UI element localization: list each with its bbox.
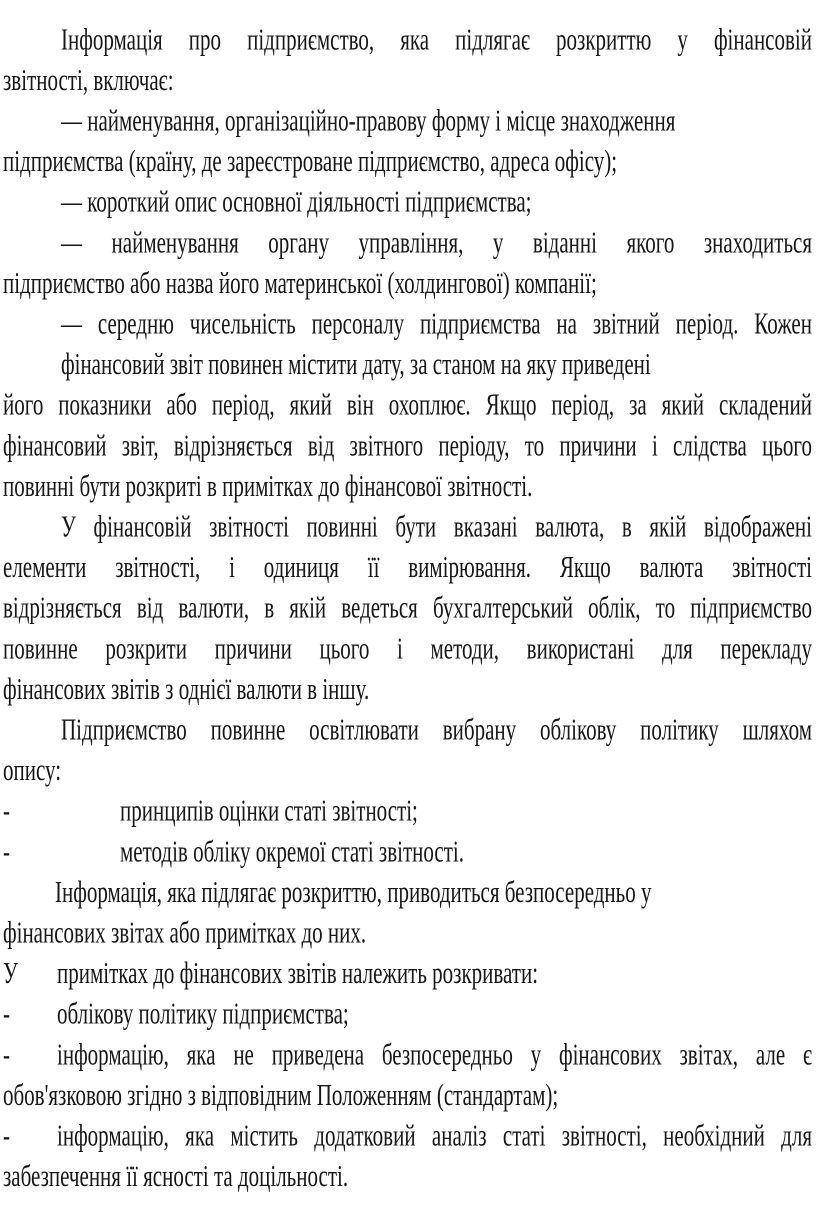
text-line: Підприємство повинне освітлювати вибрану облікову політику шляхом: [61, 711, 812, 747]
list-item-line: [3, 1115, 812, 1156]
text-line: відрізняється від валюти, в якій ведеться бухгалтерський облік, то підприємство: [3, 590, 812, 625]
text-line: повинне розкрити причини цього і методи, використані для перекладу: [3, 630, 812, 666]
list-marker: У: [3, 955, 18, 991]
text-line: Інформація про підприємство, яка підлягає розкриттю у фінансовій: [61, 21, 812, 57]
list-item-line: [3, 831, 812, 872]
text-line: повинні бути розкриті в примітках до фінансової звітності.: [3, 468, 533, 504]
text-line: опису:: [3, 752, 62, 788]
text-line: Інформація, яка підлягає розкриттю, приводиться безпосередньо у: [55, 874, 652, 910]
text-line: фінансових звітів з однієї валюти в іншу.: [3, 671, 370, 707]
text-line: — найменування органу управління, у віданні якого знаходиться: [61, 224, 812, 260]
line-text: інформацію, яка не приведена безпосередньо у фінансових звітах, але є: [57, 1036, 812, 1072]
list-marker: -: [3, 833, 10, 869]
list-marker: -: [3, 793, 10, 828]
text-line: забезпечення її ясності та доцільності.: [3, 1158, 349, 1194]
text-line: підприємства (країну, де зареєстроване підприємство, адреса офісу);: [3, 143, 618, 179]
text-line: У фінансовій звітності повинні бути вказані валюта, в якій відображені: [61, 508, 812, 544]
text-line: — найменування, організаційно-правову форму і місце знаходження: [61, 102, 676, 138]
line-text: методів обліку окремої статі звітності.: [120, 833, 464, 869]
list-item-line: [3, 993, 812, 1034]
text-line: фінансовий звіт, відрізняється від звітного періоду, то причини і слідства цього: [3, 427, 812, 463]
text-line: підприємство або назва його материнської (холдингової) компанії;: [3, 265, 597, 301]
text-line: фінансовий звіт повинен містити дату, за станом на яку приведені: [61, 346, 651, 382]
text-line: елементи звітності, і одиниця її вимірювання. Якщо валюта звітності: [3, 549, 812, 585]
line-text: примітках до фінансових звітів належить розкривати:: [57, 955, 539, 991]
list-item-line: [3, 953, 812, 994]
text-line: обов'язковою згідно з відповідним Положенням (стандартам);: [3, 1077, 559, 1113]
text-line: його показники або період, який він охоплює. Якщо період, за який складений: [3, 387, 812, 422]
text-line: — середню чисельність персоналу підприємства на звітний період. Кожен: [61, 305, 812, 341]
list-marker: -: [3, 1117, 10, 1153]
list-marker: -: [3, 1036, 10, 1072]
list-marker: -: [3, 996, 10, 1031]
line-text: облікову політику підприємства;: [57, 996, 349, 1031]
line-text: інформацію, яка містить додатковий аналіз статі звітності, необхідний для: [57, 1117, 812, 1153]
list-item-line: [3, 790, 812, 831]
text-line: звітності, включає:: [3, 62, 174, 98]
list-item-line: [3, 1034, 812, 1075]
line-text: принципів оцінки статі звітності;: [120, 793, 418, 828]
text-line: — короткий опис основної діяльності підприємства;: [61, 184, 532, 219]
text-line: фінансових звітах або примітках до них.: [3, 914, 367, 950]
